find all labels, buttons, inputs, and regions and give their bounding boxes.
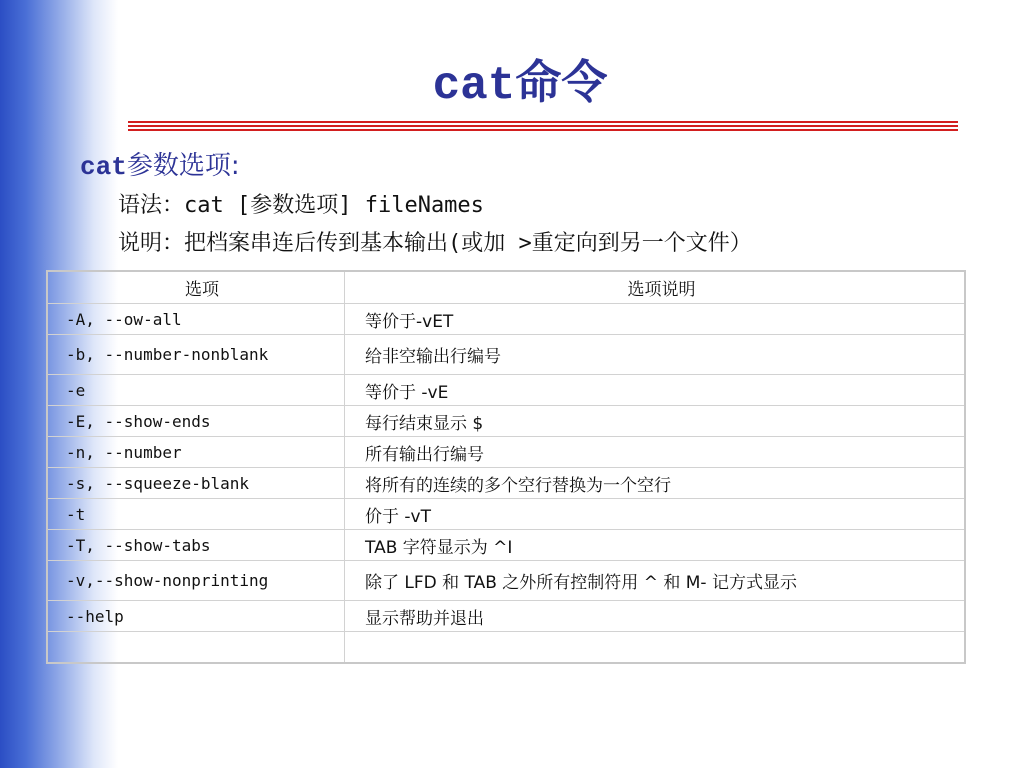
table-row [47, 468, 965, 499]
table-row [47, 561, 965, 601]
option-cell: -t [47, 499, 345, 530]
column-header-description: 选项说明 [345, 271, 966, 304]
table-row [47, 335, 965, 375]
title-underline [128, 121, 958, 131]
description-line: 说明：把档案串连后传到基本输出(或加 >重定向到另一个文件） [118, 231, 752, 256]
description-cell [345, 632, 966, 663]
option-cell: -E, --show-ends [47, 406, 345, 437]
description-cell: 等价于-vET [345, 304, 966, 335]
table-row [47, 406, 965, 437]
description-cell: 显示帮助并退出 [345, 601, 966, 632]
table-row [47, 530, 965, 561]
option-cell: -e [47, 375, 345, 406]
table-row [47, 499, 965, 530]
slide-title-suffix: 命令 [515, 55, 608, 109]
table-row [47, 304, 965, 335]
table-header-row [47, 271, 965, 304]
description-cell: TAB 字符显示为 ^I [345, 530, 966, 561]
option-cell: --help [47, 601, 345, 632]
table-row [47, 437, 965, 468]
option-cell: -n, --number [47, 437, 345, 468]
description-cell: 除了 LFD 和 TAB 之外所有控制符用 ^ 和 M- 记方式显示 [345, 561, 966, 601]
section-heading [80, 145, 240, 182]
syntax-line: 语法：cat [参数选项] fileNames [118, 193, 484, 218]
table-row [47, 375, 965, 406]
option-cell: -s, --squeeze-blank [47, 468, 345, 499]
slide-title-command: cat [432, 60, 516, 112]
section-heading-command: cat [80, 152, 127, 182]
option-cell: -A, --ow-all [47, 304, 345, 335]
option-cell: -b, --number-nonblank [47, 335, 345, 375]
slide-title [0, 46, 1024, 112]
description-cell: 等价于 -vE [345, 375, 966, 406]
column-header-option: 选项 [47, 271, 345, 304]
option-cell: -T, --show-tabs [47, 530, 345, 561]
table-row [47, 632, 965, 663]
option-cell: -v,--show-nonprinting [47, 561, 345, 601]
description-cell: 每行结束显示 $ [345, 406, 966, 437]
description-cell: 所有输出行编号 [345, 437, 966, 468]
description-cell: 将所有的连续的多个空行替换为一个空行 [345, 468, 966, 499]
description-cell: 给非空输出行编号 [345, 335, 966, 375]
option-cell [47, 632, 345, 663]
options-table [46, 270, 966, 664]
table-row [47, 601, 965, 632]
section-heading-suffix: 参数选项: [126, 151, 240, 181]
description-cell: 价于 -vT [345, 499, 966, 530]
